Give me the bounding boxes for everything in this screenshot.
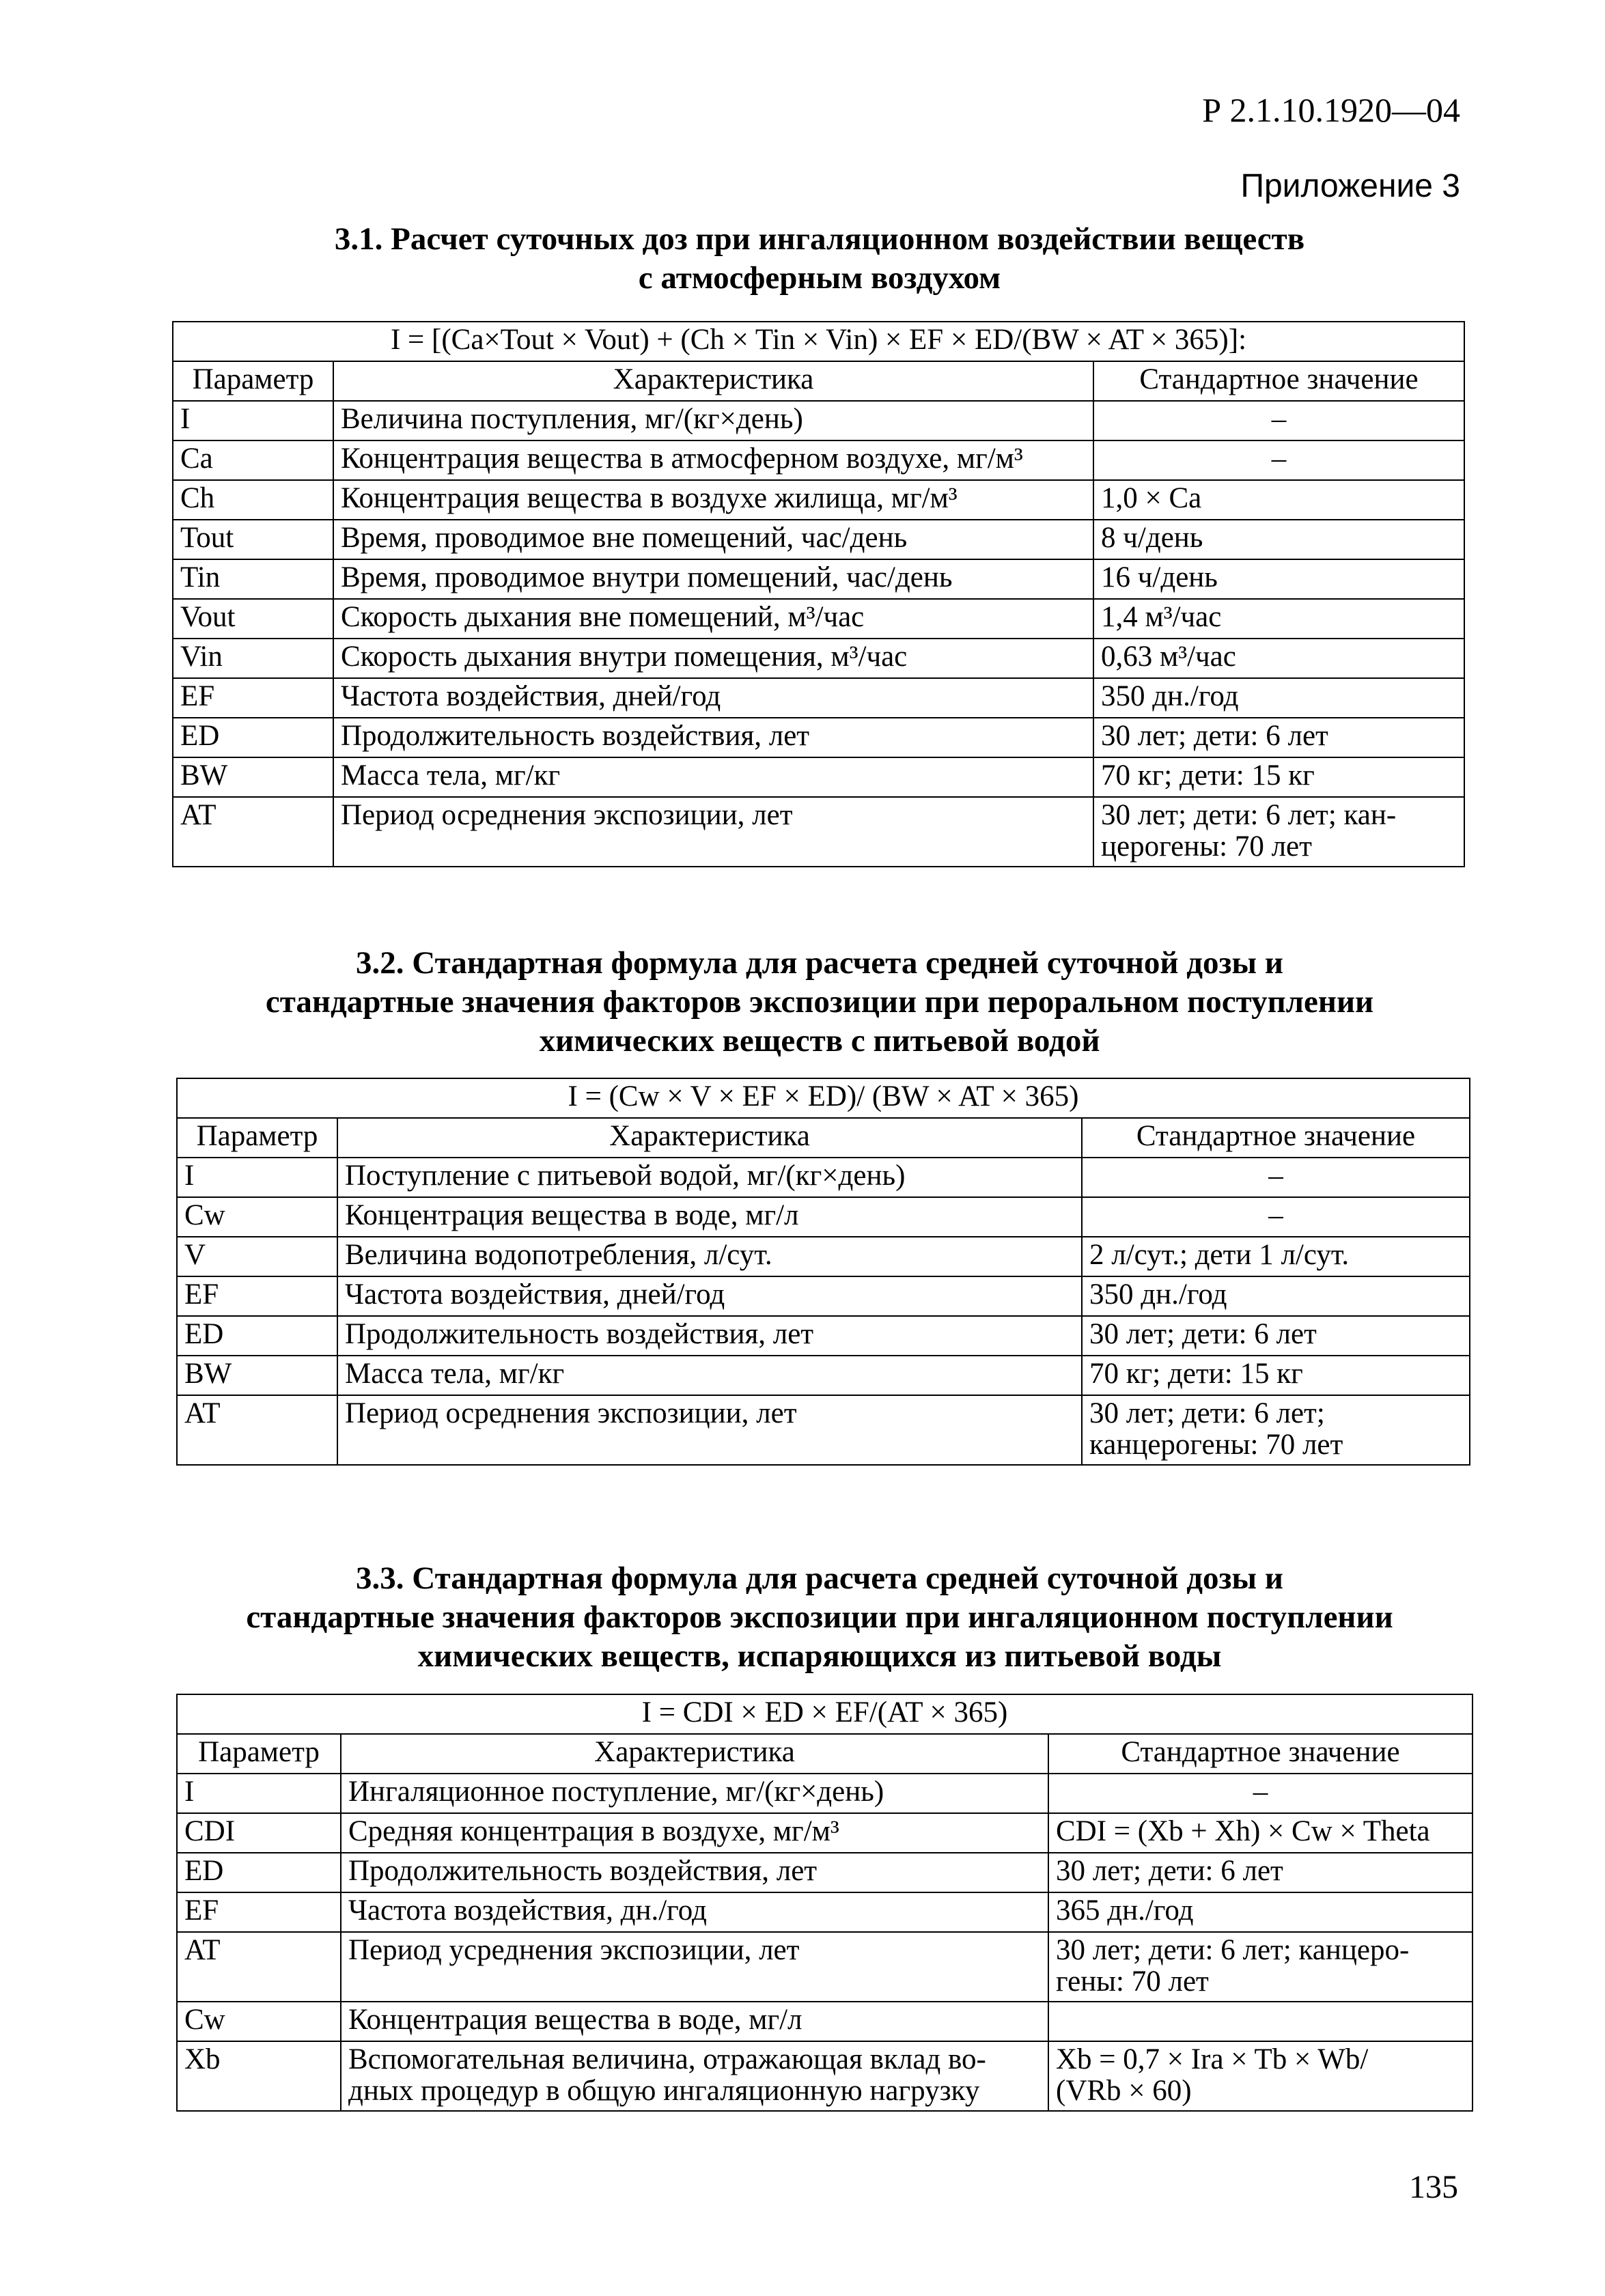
parameter-cell: EF bbox=[177, 1892, 341, 1932]
title-line: с атмосферным воздухом bbox=[638, 260, 1001, 296]
table-row bbox=[177, 1197, 1470, 1237]
value-cell: – bbox=[1082, 1197, 1470, 1237]
column-header-standard-value: Стандартное значение bbox=[1048, 1734, 1473, 1774]
table-row bbox=[177, 1774, 1473, 1813]
header-row bbox=[177, 1118, 1470, 1158]
column-header-standard-value: Стандартное значение bbox=[1082, 1118, 1470, 1158]
characteristic-cell: Продолжительность воздействия, лет bbox=[341, 1853, 1048, 1892]
column-header-characteristic: Характеристика bbox=[337, 1118, 1082, 1158]
parameter-cell: I bbox=[177, 1158, 337, 1197]
characteristic-cell: Масса тела, мг/кг bbox=[337, 1356, 1082, 1395]
characteristic-cell: Концентрация вещества в воздухе жилища, мг/м³ bbox=[333, 480, 1093, 520]
table-row bbox=[177, 1853, 1473, 1892]
parameter-cell: AT bbox=[177, 1395, 337, 1465]
appendix-label: Приложение 3 bbox=[1240, 168, 1460, 204]
parameter-cell: Tout bbox=[173, 520, 333, 559]
parameter-cell: EF bbox=[173, 678, 333, 718]
characteristic-cell: Продолжительность воздействия, лет bbox=[337, 1316, 1082, 1356]
title-line: химических веществ с питьевой водой bbox=[539, 1023, 1100, 1059]
value-cell: CDI = (Xb + Xh) × Cw × Theta bbox=[1048, 1813, 1473, 1853]
table-row bbox=[177, 1932, 1473, 2002]
value-cell: – bbox=[1093, 401, 1464, 440]
parameter-cell: ED bbox=[177, 1853, 341, 1892]
characteristic-cell: Период усреднения экспозиции, лет bbox=[341, 1932, 1048, 2002]
section-title-3-3 bbox=[164, 1559, 1475, 1676]
title-line: стандартные значения факторов экспозиции при ингаляционном поступлении bbox=[246, 1599, 1393, 1635]
table-row bbox=[177, 1356, 1470, 1395]
value-cell: 0,63 м³/час bbox=[1093, 639, 1464, 678]
formula-cell: I = [(Ca×Tout × Vout) + (Ch × Tin × Vin) × EF × ED/(BW × AT × 365)]: bbox=[173, 322, 1464, 361]
characteristic-cell: Время, проводимое внутри помещений, час/день bbox=[333, 559, 1093, 599]
column-header-characteristic: Характеристика bbox=[333, 361, 1093, 401]
table-row bbox=[173, 718, 1464, 757]
value-cell: 70 кг; дети: 15 кг bbox=[1093, 757, 1464, 797]
characteristic-cell: Частота воздействия, дн./год bbox=[341, 1892, 1048, 1932]
table-row bbox=[173, 401, 1464, 440]
value-cell: 1,4 м³/час bbox=[1093, 599, 1464, 639]
characteristic-cell: Средняя концентрация в воздухе, мг/м³ bbox=[341, 1813, 1048, 1853]
page-number: 135 bbox=[1409, 2169, 1458, 2205]
value-cell: 365 дн./год bbox=[1048, 1892, 1473, 1932]
value-cell: 70 кг; дети: 15 кг bbox=[1082, 1356, 1470, 1395]
value-cell bbox=[1048, 2002, 1473, 2041]
table-row bbox=[173, 440, 1464, 480]
value-cell: 30 лет; дети: 6 лет bbox=[1082, 1316, 1470, 1356]
characteristic-cell: Период осреднения экспозиции, лет bbox=[333, 797, 1093, 867]
column-header-parameter: Параметр bbox=[177, 1118, 337, 1158]
value-cell: 30 лет; дети: 6 лет bbox=[1048, 1853, 1473, 1892]
table-row bbox=[177, 1237, 1470, 1276]
value-cell: 16 ч/день bbox=[1093, 559, 1464, 599]
formula-cell: I = CDI × ED × EF/(AT × 365) bbox=[177, 1694, 1473, 1734]
parameter-cell: Cw bbox=[177, 1197, 337, 1237]
value-cell: 30 лет; дети: 6 лет; кан- церогены: 70 лет bbox=[1093, 797, 1464, 867]
value-cell: 2 л/сут.; дети 1 л/сут. bbox=[1082, 1237, 1470, 1276]
characteristic-cell: Поступление с питьевой водой, мг/(кг×день) bbox=[337, 1158, 1082, 1197]
parameter-cell: Tin bbox=[173, 559, 333, 599]
parameter-cell: I bbox=[173, 401, 333, 440]
column-header-parameter: Параметр bbox=[173, 361, 333, 401]
characteristic-cell: Концентрация вещества в воде, мг/л bbox=[341, 2002, 1048, 2041]
table-row bbox=[173, 599, 1464, 639]
parameter-cell: EF bbox=[177, 1276, 337, 1316]
parameter-cell: BW bbox=[177, 1356, 337, 1395]
value-cell: – bbox=[1093, 440, 1464, 480]
title-line: 3.2. Стандартная формула для расчета средней суточной дозы и bbox=[356, 945, 1283, 981]
parameter-cell: CDI bbox=[177, 1813, 341, 1853]
table-row bbox=[173, 797, 1464, 867]
parameter-cell: Vout bbox=[173, 599, 333, 639]
value-cell: 350 дн./год bbox=[1082, 1276, 1470, 1316]
characteristic-cell: Скорость дыхания вне помещений, м³/час bbox=[333, 599, 1093, 639]
oral-water-table bbox=[176, 1078, 1470, 1466]
parameter-cell: Vin bbox=[173, 639, 333, 678]
table-row bbox=[177, 2041, 1473, 2111]
value-cell: 30 лет; дети: 6 лет; канцерогены: 70 лет bbox=[1082, 1395, 1470, 1465]
parameter-cell: V bbox=[177, 1237, 337, 1276]
characteristic-cell: Величина водопотребления, л/сут. bbox=[337, 1237, 1082, 1276]
document-code: Р 2.1.10.1920—04 bbox=[1202, 91, 1460, 129]
table-row bbox=[177, 1892, 1473, 1932]
inhalation-air-table bbox=[172, 321, 1465, 867]
characteristic-cell: Вспомогательная величина, отражающая вклад во- дных процедур в общую ингаляционную нагрузку bbox=[341, 2041, 1048, 2111]
formula-row bbox=[177, 1694, 1473, 1734]
parameter-cell: Cw bbox=[177, 2002, 341, 2041]
parameter-cell: AT bbox=[173, 797, 333, 867]
header-row bbox=[177, 1734, 1473, 1774]
value-cell: 350 дн./год bbox=[1093, 678, 1464, 718]
value-cell: 8 ч/день bbox=[1093, 520, 1464, 559]
parameter-cell: Ch bbox=[173, 480, 333, 520]
characteristic-cell: Время, проводимое вне помещений, час/день bbox=[333, 520, 1093, 559]
value-cell: – bbox=[1048, 1774, 1473, 1813]
table-row bbox=[177, 1813, 1473, 1853]
table-row bbox=[177, 1316, 1470, 1356]
characteristic-cell: Скорость дыхания внутри помещения, м³/час bbox=[333, 639, 1093, 678]
table-row bbox=[173, 678, 1464, 718]
title-line: стандартные значения факторов экспозиции при пероральном поступлении bbox=[265, 984, 1374, 1020]
parameter-cell: AT bbox=[177, 1932, 341, 2002]
characteristic-cell: Ингаляционное поступление, мг/(кг×день) bbox=[341, 1774, 1048, 1813]
column-header-standard-value: Стандартное значение bbox=[1093, 361, 1464, 401]
table-row bbox=[177, 1276, 1470, 1316]
table-row bbox=[173, 559, 1464, 599]
title-line: 3.1. Расчет суточных доз при ингаляционном воздействии веществ bbox=[334, 221, 1305, 257]
characteristic-cell: Масса тела, мг/кг bbox=[333, 757, 1093, 797]
parameter-cell: ED bbox=[173, 718, 333, 757]
characteristic-cell: Концентрация вещества в воде, мг/л bbox=[337, 1197, 1082, 1237]
table-row bbox=[173, 520, 1464, 559]
table-row bbox=[177, 1395, 1470, 1465]
formula-row bbox=[177, 1078, 1470, 1118]
value-cell: 30 лет; дети: 6 лет bbox=[1093, 718, 1464, 757]
table-row bbox=[177, 2002, 1473, 2041]
characteristic-cell: Частота воздействия, дней/год bbox=[337, 1276, 1082, 1316]
column-header-parameter: Параметр bbox=[177, 1734, 341, 1774]
value-cell: 30 лет; дети: 6 лет; канцеро- гены: 70 лет bbox=[1048, 1932, 1473, 2002]
value-cell: 1,0 × Ca bbox=[1093, 480, 1464, 520]
table-row bbox=[177, 1158, 1470, 1197]
section-title-3-2 bbox=[164, 944, 1475, 1061]
parameter-cell: Ca bbox=[173, 440, 333, 480]
value-cell: – bbox=[1082, 1158, 1470, 1197]
characteristic-cell: Частота воздействия, дней/год bbox=[333, 678, 1093, 718]
column-header-characteristic: Характеристика bbox=[341, 1734, 1048, 1774]
parameter-cell: I bbox=[177, 1774, 341, 1813]
table-row bbox=[173, 480, 1464, 520]
formula-row bbox=[173, 322, 1464, 361]
characteristic-cell: Период осреднения экспозиции, лет bbox=[337, 1395, 1082, 1465]
title-line: химических веществ, испаряющихся из питьевой воды bbox=[417, 1638, 1222, 1674]
parameter-cell: BW bbox=[173, 757, 333, 797]
table-row bbox=[173, 757, 1464, 797]
title-line: 3.3. Стандартная формула для расчета средней суточной дозы и bbox=[356, 1560, 1283, 1596]
section-title-3-1 bbox=[164, 220, 1475, 298]
characteristic-cell: Концентрация вещества в атмосферном воздухе, мг/м³ bbox=[333, 440, 1093, 480]
value-cell: Xb = 0,7 × Ira × Tb × Wb/ (VRb × 60) bbox=[1048, 2041, 1473, 2111]
formula-cell: I = (Cw × V × EF × ED)/ (BW × AT × 365) bbox=[177, 1078, 1470, 1118]
header-row bbox=[173, 361, 1464, 401]
inhalation-water-table bbox=[176, 1694, 1473, 2112]
characteristic-cell: Продолжительность воздействия, лет bbox=[333, 718, 1093, 757]
parameter-cell: ED bbox=[177, 1316, 337, 1356]
characteristic-cell: Величина поступления, мг/(кг×день) bbox=[333, 401, 1093, 440]
parameter-cell: Xb bbox=[177, 2041, 341, 2111]
table-row bbox=[173, 639, 1464, 678]
